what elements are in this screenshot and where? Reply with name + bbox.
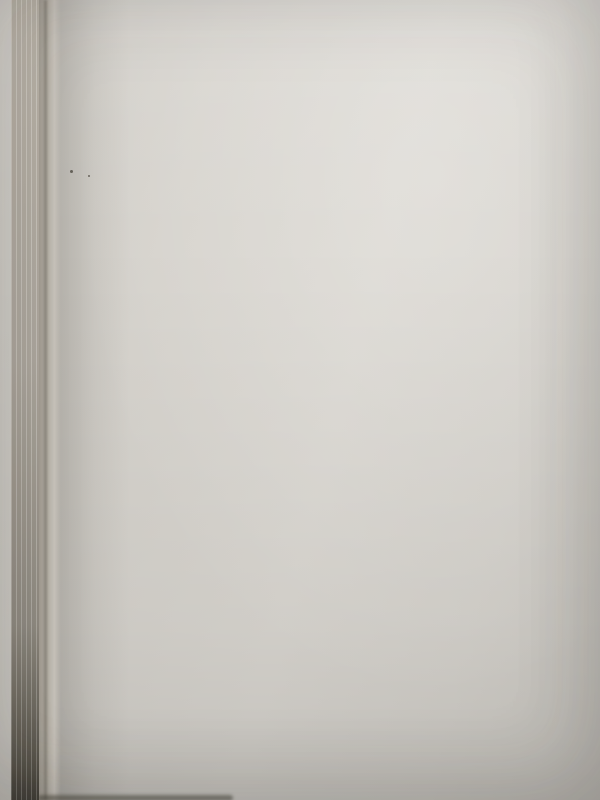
paper-speck [70,170,73,173]
page-crease [39,0,61,800]
crease-shadow-line [44,0,47,800]
chronology-list [0,0,598,1]
bottom-page-edge [38,795,233,800]
paper-speck [88,175,90,177]
book-page-edges [11,0,39,800]
page-title [134,51,478,53]
